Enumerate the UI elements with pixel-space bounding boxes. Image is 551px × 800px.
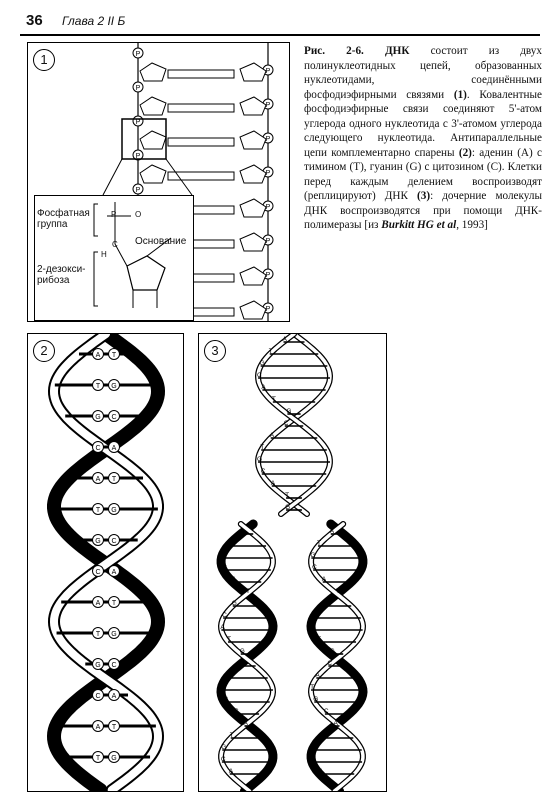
svg-text:A: A (111, 445, 117, 452)
svg-text:A: A (225, 672, 230, 679)
label-phosphate-group: Фосфатная группа (37, 208, 90, 230)
panel-3-replication (198, 333, 387, 792)
svg-text:A: A (111, 693, 117, 700)
svg-text:T: T (95, 507, 101, 514)
caption-source-suffix: , 1993] (456, 219, 488, 231)
sugar-pentagon (140, 97, 166, 115)
caption-text-3: : аденин (A) с тимином (T), гуанин (G) с цитозином (C). Клетки перед каждым делением воспроизводят (реплицируют) ДНК (304, 146, 542, 202)
svg-text:A: A (220, 624, 225, 631)
svg-text:G: G (321, 600, 327, 607)
svg-text:A: A (231, 576, 237, 583)
svg-text:P: P (265, 68, 271, 75)
svg-text:G: G (95, 662, 101, 669)
svg-text:T: T (246, 588, 250, 595)
sugar-pentagon (140, 131, 166, 149)
svg-text:T: T (260, 444, 265, 451)
svg-text:G: G (310, 552, 316, 559)
svg-text:A: A (329, 528, 335, 535)
svg-text:C: C (111, 414, 117, 421)
svg-text:C: C (283, 420, 289, 427)
atom-hydrogen: H (101, 250, 107, 259)
svg-text:T: T (111, 600, 117, 607)
svg-text:A: A (333, 720, 338, 727)
atom-carbon: C (112, 240, 118, 249)
svg-text:G: G (257, 456, 263, 463)
svg-text:G: G (239, 648, 245, 655)
panel-3-label: 3 (204, 340, 226, 362)
caption-text-1: состоит из двух полинуклеотидных цепей, образованных нуклеотидами, соединёнными фосфодиэфирными связями (304, 45, 542, 101)
svg-text:T: T (316, 636, 321, 643)
svg-text:G: G (111, 755, 117, 762)
svg-text:C: C (111, 538, 117, 545)
base-pair-rung (168, 138, 234, 146)
daughter-1-old-light (221, 524, 273, 791)
svg-text:C: C (323, 708, 329, 715)
running-head: Глава 2 II Б (62, 14, 126, 28)
svg-text:C: C (222, 564, 227, 571)
svg-text:A: A (243, 720, 248, 727)
svg-text:T: T (95, 631, 101, 638)
sugar-pentagon (240, 97, 266, 115)
svg-text:G: G (259, 360, 265, 367)
svg-text:T: T (111, 352, 117, 359)
atom-phosphorus: P (111, 210, 117, 219)
daughter-2-old-light (311, 524, 363, 791)
svg-text:C: C (95, 569, 101, 576)
svg-text:G: G (221, 744, 227, 751)
svg-text:G: G (286, 408, 292, 415)
svg-text:T: T (226, 540, 231, 547)
sugar-pentagon (240, 267, 266, 285)
svg-text:G: G (231, 600, 237, 607)
panel-1-dna-structure (27, 42, 290, 322)
svg-text:G: G (313, 696, 319, 703)
svg-text:P: P (135, 119, 141, 126)
svg-text:P: P (265, 238, 271, 245)
svg-text:P: P (265, 204, 271, 211)
svg-text:P: P (135, 187, 141, 194)
svg-text:T: T (229, 732, 234, 739)
sugar-pentagon (240, 233, 266, 251)
page-number: 36 (26, 12, 43, 29)
svg-text:T: T (310, 684, 315, 691)
svg-text:P: P (265, 170, 271, 177)
svg-text:G: G (111, 507, 117, 514)
svg-text:C: C (222, 612, 227, 619)
svg-text:P: P (265, 102, 271, 109)
header-rule (20, 34, 540, 36)
sugar-pentagon (240, 301, 266, 319)
svg-text:G: G (95, 538, 101, 545)
svg-text:P: P (135, 153, 141, 160)
svg-text:A: A (315, 672, 320, 679)
svg-text:C: C (111, 662, 117, 669)
base-pair-rung (168, 104, 234, 112)
svg-text:T: T (316, 540, 321, 547)
caption-ref-2: (2) (458, 146, 472, 159)
svg-text:A: A (228, 768, 234, 775)
sugar-pentagon (240, 165, 266, 183)
svg-text:T: T (336, 588, 340, 595)
svg-text:G: G (220, 552, 226, 559)
sugar-pentagon (140, 165, 166, 183)
base-pair-rung (168, 70, 234, 78)
svg-text:T: T (111, 476, 117, 483)
svg-text:T: T (95, 383, 101, 390)
svg-text:T: T (285, 492, 290, 499)
sugar-pentagon (240, 131, 266, 149)
svg-text:G: G (95, 414, 101, 421)
svg-text:P: P (265, 272, 271, 279)
svg-text:A: A (95, 352, 101, 359)
svg-text:C: C (312, 564, 317, 571)
panel-2-double-helix (27, 333, 184, 792)
svg-text:A: A (239, 528, 245, 535)
sugar-pentagon (240, 63, 266, 81)
panel-2-label: 2 (33, 340, 55, 362)
caption-text-2: . Ковалентные фосфодиэфирные связи соединяют 5'-атом углерода одного нуклеотида с 3'-атомом углерода следующего нуклеотида. Антипараллельные цепи комплементарно спарены (304, 88, 543, 159)
svg-text:C: C (220, 756, 226, 763)
svg-text:T: T (226, 636, 231, 643)
svg-text:P: P (135, 51, 141, 58)
svg-text:C: C (327, 660, 333, 667)
svg-text:A: A (318, 768, 324, 775)
svg-text:G: G (311, 744, 317, 751)
svg-text:P: P (265, 306, 271, 313)
svg-text:G: G (111, 631, 117, 638)
svg-text:T: T (95, 755, 101, 762)
caption-ref-3: (3) (417, 190, 431, 202)
caption-source-author: Burkitt HG et al (381, 219, 457, 231)
svg-text:C: C (257, 372, 262, 379)
atom-oxygen: O (135, 210, 142, 219)
svg-text:A: A (261, 384, 266, 391)
svg-text:G: G (111, 383, 117, 390)
svg-text:T: T (319, 732, 324, 739)
svg-text:C: C (95, 445, 101, 452)
panel-1-label: 1 (33, 49, 55, 71)
caption-subject: ДНК (384, 45, 410, 57)
svg-text:A: A (111, 569, 117, 576)
svg-text:T: T (268, 348, 273, 355)
caption-source-prefix: [из (364, 219, 382, 231)
svg-text:C: C (233, 708, 239, 715)
sugar-pentagon (140, 63, 166, 81)
svg-text:A: A (321, 576, 327, 583)
svg-text:P: P (265, 136, 271, 143)
helix-strand-light (54, 334, 158, 790)
svg-text:C: C (95, 693, 101, 700)
svg-text:C: C (310, 756, 316, 763)
svg-text:C: C (312, 612, 317, 619)
sugar-pentagon (240, 199, 266, 217)
svg-text:T: T (220, 684, 225, 691)
double-helix-drawing (28, 334, 183, 791)
svg-text:T: T (111, 724, 117, 731)
svg-text:A: A (269, 432, 275, 439)
svg-text:G: G (329, 648, 335, 655)
nucleotide-inset (34, 195, 194, 321)
svg-text:T: T (271, 396, 276, 403)
svg-text:C: C (237, 660, 243, 667)
caption-text-4: : дочерние молекулы ДНК воспроизводятся при помощи ДНК-полимеразы (304, 190, 542, 231)
figure-caption (304, 44, 542, 233)
caption-ref-1: (1) (453, 88, 467, 101)
replication-drawing (199, 334, 386, 791)
caption-fig-id: Рис. 2-6. (304, 45, 364, 57)
svg-text:G: G (223, 696, 229, 703)
svg-text:G: G (285, 504, 291, 511)
svg-text:A: A (95, 476, 101, 483)
svg-text:A: A (282, 336, 287, 343)
svg-text:A: A (95, 724, 101, 731)
svg-text:A: A (310, 624, 315, 631)
svg-text:A: A (95, 600, 101, 607)
label-base: Основание (135, 236, 187, 247)
page-header (20, 12, 540, 34)
svg-text:A: A (270, 480, 276, 487)
svg-text:P: P (135, 85, 141, 92)
svg-text:C: C (260, 468, 266, 475)
label-deoxyribose: 2-дезокси-рибоза (37, 264, 86, 286)
